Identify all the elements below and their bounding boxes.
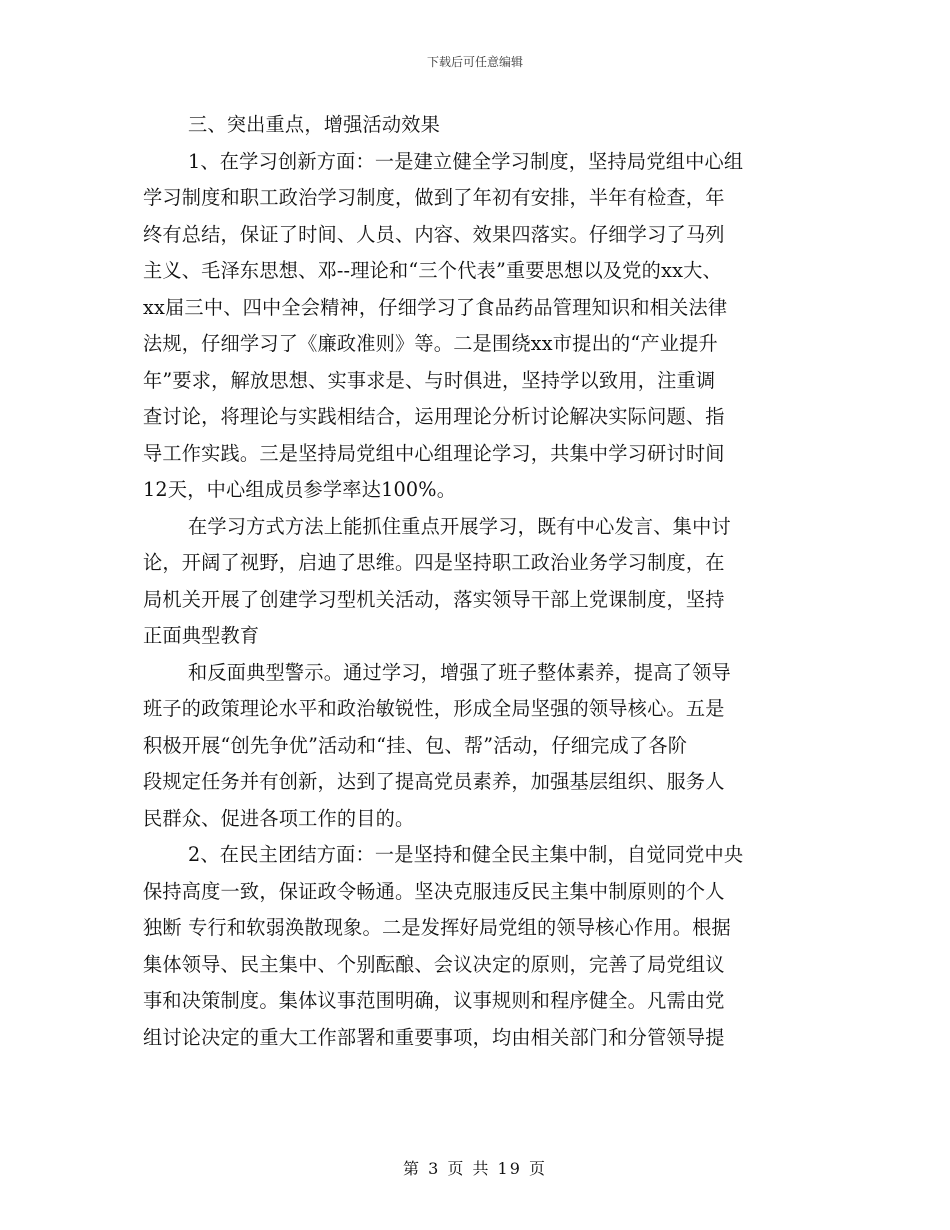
text-line: 班子的政策理论水平和政治敏锐性，形成全局坚强的领导核心。五是 — [143, 697, 725, 720]
text-line: 导工作实践。三是坚持局党组中心组理论学习，共集中学习研讨时间 — [143, 441, 725, 465]
text-line: 正面典型教育 — [143, 624, 260, 647]
text-line: 积极开展“创先争优”活动和“挂、包、帮”活动，仔细完成了各阶 — [143, 733, 688, 757]
text-line: 终有总结，保证了时间、人员、内容、效果四落实。仔细学习了马列 — [143, 222, 725, 246]
text-line: 在学习方式方法上能抓住重点开展学习，既有中心发言、集中讨 — [188, 514, 731, 538]
text-line: 保持高度一致，保证政令畅通。坚决克服违反民主集中制原则的个人 — [143, 879, 725, 903]
text-line: 民群众、促进各项工作的目的。 — [143, 806, 415, 830]
page-footer: 第 3 页 共 19 页 — [403, 1159, 547, 1178]
text-line: 年”要求，解放思想、实事求是、与时俱进，坚持学以致用，注重调 — [143, 368, 716, 392]
text-line: 1、在学习创新方面：一是建立健全学习制度，坚持局党组中心组 — [188, 149, 744, 173]
text-line: 独断 专行和软弱涣散现象。二是发挥好局党组的领导核心作用。根据 — [143, 916, 731, 939]
text-line: 组讨论决定的重大工作部署和重要事项，均由相关部门和分管领导提 — [143, 1025, 725, 1049]
text-line: 局机关开展了创建学习型机关活动，落实领导干部上党课制度，坚持 — [143, 587, 725, 611]
text-line: 集体领导、民主集中、个别酝酿、会议决定的原则，完善了局党组议 — [143, 952, 725, 976]
text-line: 学习制度和职工政治学习制度，做到了年初有安排，半年有检查，年 — [143, 186, 725, 209]
text-line: 主义、毛泽东思想、邓--理论和“三个代表”重要思想以及党的xx大、 — [143, 259, 722, 282]
text-line: 12天，中心组成员参学率达100%。 — [143, 478, 457, 501]
text-line: 法规，仔细学习了《廉政准则》等。二是围绕xx市提出的“产业提升 — [143, 332, 718, 355]
text-line: 和反面典型警示。通过学习，增强了班子整体素养，提高了领导 — [188, 660, 731, 684]
document-body — [143, 112, 811, 1061]
text-line: 事和决策制度。集体议事范围明确，议事规则和程序健全。凡需由党 — [143, 989, 725, 1012]
text-line: 查讨论，将理论与实践相结合，运用理论分析讨论解决实际问题、指 — [143, 405, 725, 428]
text-line: 三、突出重点，增强活动效果 — [188, 113, 441, 136]
text-line: 论，开阔了视野，启迪了思维。四是坚持职工政治业务学习制度，在 — [143, 551, 725, 574]
text-line: xx届三中、四中全会精神，仔细学习了食品药品管理知识和相关法律 — [143, 295, 728, 319]
text-line: 段规定任务并有创新，达到了提高党员素养，加强基层组织、服务人 — [143, 770, 725, 793]
text-line: 2、在民主团结方面：一是坚持和健全民主集中制，自觉同党中央 — [188, 843, 744, 866]
page-header: 下载后可任意编辑 — [426, 55, 523, 69]
